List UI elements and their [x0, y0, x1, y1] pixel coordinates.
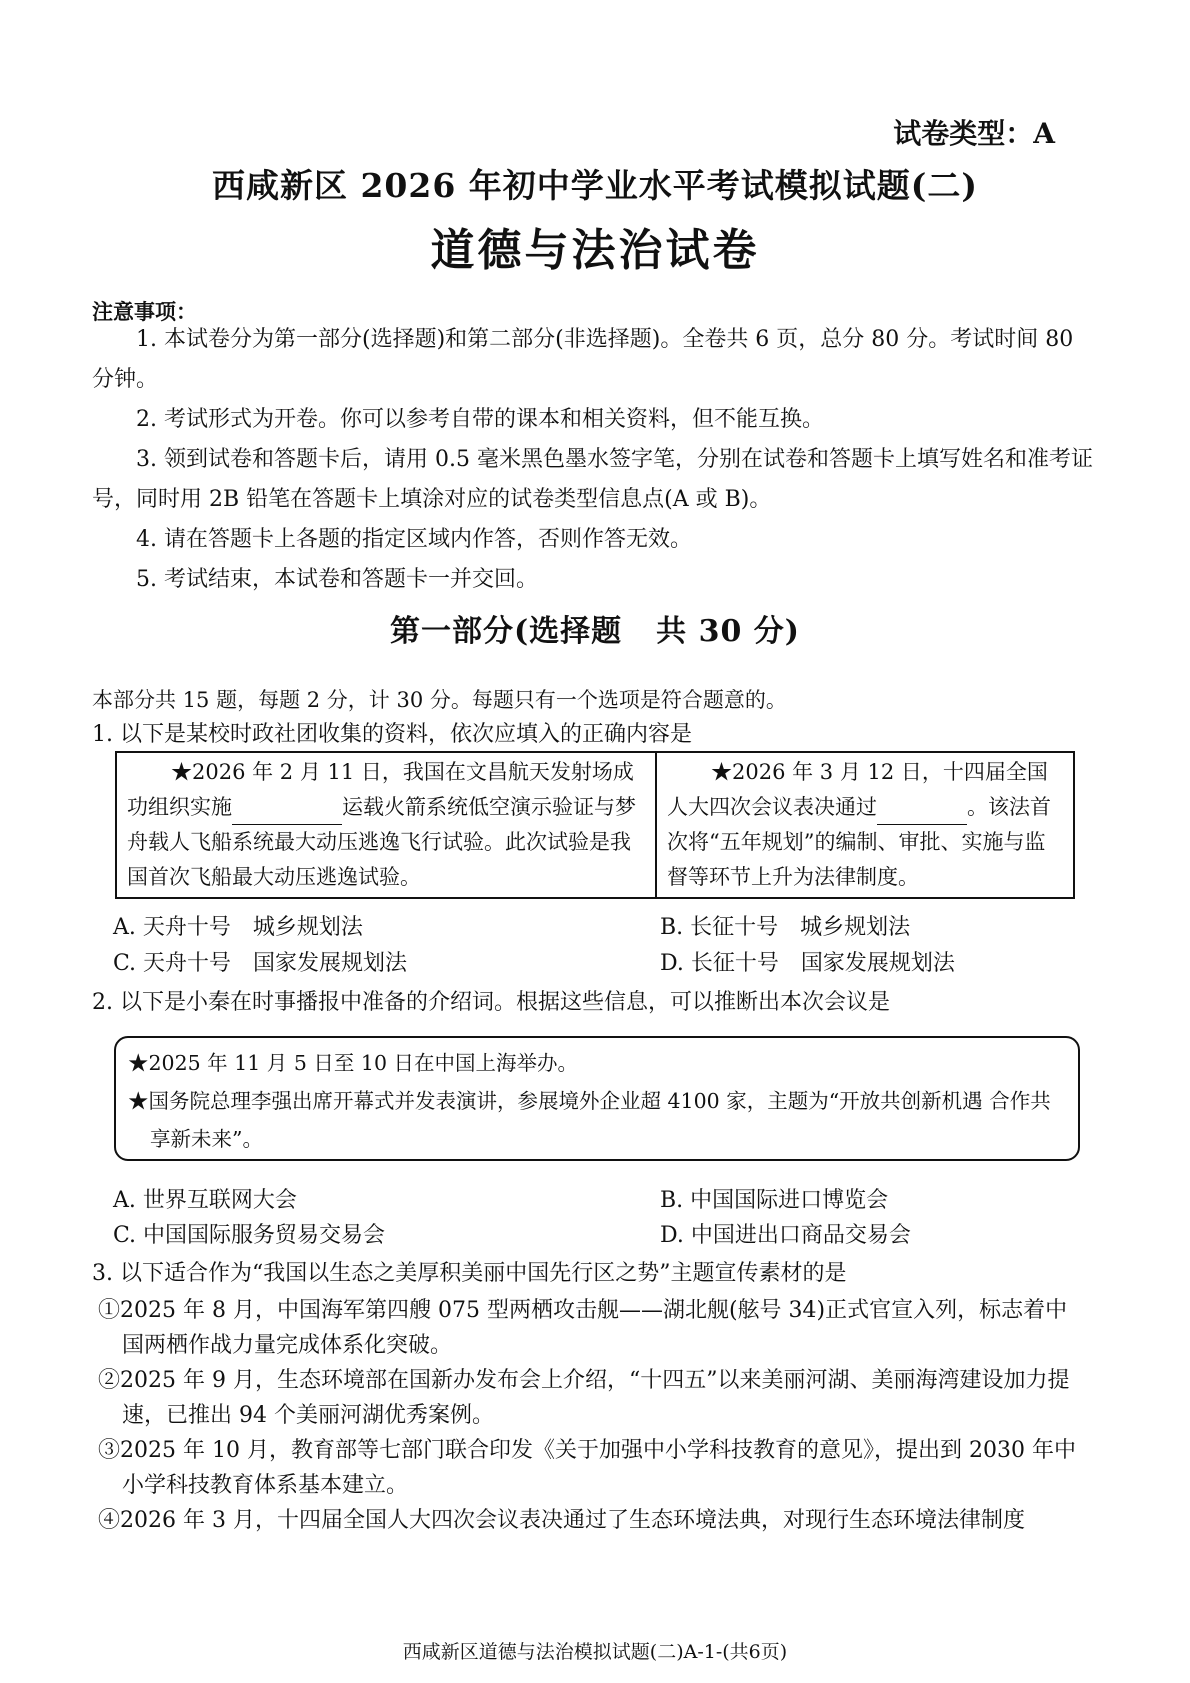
material-left-text-b: 运载火箭系统低空演示验证与梦舟载人飞船系统最大动压逃逸飞行试验。此次试验是我国首次飞船最大动压逃逸试验。 — [127, 795, 636, 889]
question-1-option-b: B. 长征十号 城乡规划法 — [660, 915, 911, 940]
paper-type-label: 试卷类型：A — [893, 117, 1055, 150]
section-title-a: 第一部分(选择题 — [389, 614, 623, 649]
question-1-option-d: D. 长征十号 国家发展规划法 — [660, 951, 955, 976]
material-right-text-b: 。该法首次将“五年规划”的编制、审批、实施与监督等环节上升为法律制度。 — [667, 795, 1051, 889]
material-left-cell — [117, 753, 657, 897]
question-3-stem: 3. 以下适合作为“我国以生态之美厚积美丽中国先行区之势”主题宣传素材的是 — [92, 1261, 847, 1286]
subject-title: 道德与法治试卷 — [430, 225, 760, 276]
question-2-option-a: A. 世界互联网大会 — [113, 1188, 297, 1213]
question-2-option-d: D. 中国进出口商品交易会 — [660, 1223, 911, 1248]
question-2-material-box — [114, 1036, 1080, 1161]
material-line: ★国务院总理李强出席开幕式并发表演讲，参展境外企业超 4100 家，主题为“开放共创新机遇 合作共享新未来”。 — [128, 1089, 1051, 1151]
note-item: 5. 考试结束，本试卷和答题卡一并交回。 — [136, 567, 538, 592]
question-3-item: ④2026 年 3 月，十四届全国人大四次会议表决通过了生态环境法典，对现行生态环境法律制度 — [98, 1508, 1025, 1533]
question-2-stem: 2. 以下是小秦在时事播报中准备的介绍词。根据这些信息，可以推断出本次会议是 — [92, 990, 890, 1015]
note-item: 4. 请在答题卡上各题的指定区域内作答，否则作答无效。 — [136, 527, 692, 552]
note-item: 2. 考试形式为开卷。你可以参考自带的课本和相关资料，但不能互换。 — [136, 407, 824, 432]
exam-title: 西咸新区 2026 年初中学业水平考试模拟试题(二) — [211, 166, 979, 205]
note-item: 1. 本试卷分为第一部分(选择题)和第二部分(非选择题)。全卷共 6 页，总分 80 分。考试时间 80 分钟。 — [92, 327, 1074, 392]
question-1-option-c: C. 天舟十号 国家发展规划法 — [113, 951, 408, 976]
question-1-option-a: A. 天舟十号 城乡规划法 — [113, 915, 363, 940]
material-left-text-a: ★2026 年 2 月 11 日，我国在文昌航天发射场成功组织实施 — [127, 760, 634, 819]
notes-list — [92, 320, 1102, 600]
section-title — [0, 606, 1190, 650]
section-intro: 本部分共 15 题，每题 2 分，计 30 分。每题只有一个选项是符合题意的。 — [92, 688, 787, 712]
question-3-items — [98, 1293, 1088, 1538]
section-title-b: 共 30 分) — [656, 614, 801, 649]
note-item: 3. 领到试卷和答题卡后，请用 0.5 毫米黑色墨水签字笔，分别在试卷和答题卡上填写姓名和准考证号，同时用 2B 铅笔在答题卡上填涂对应的试卷类型信息点(A 或 B)。 — [92, 447, 1093, 512]
question-3-item: ②2025 年 9 月，生态环境部在国新办发布会上介绍，“十四五”以来美丽河湖、美丽海湾建设加力提速，已推出 94 个美丽河湖优秀案例。 — [98, 1368, 1070, 1428]
answer-blank — [232, 798, 342, 825]
notes-heading: 注意事项： — [92, 299, 197, 324]
question-3-item: ①2025 年 8 月，中国海军第四艘 075 型两栖攻击舰——湖北舰(舷号 34)正式官宣入列，标志着中国两栖作战力量完成体系化突破。 — [98, 1298, 1068, 1358]
page-footer: 西咸新区道德与法治模拟试题(二)A-1-(共6页) — [402, 1641, 788, 1663]
question-1-stem: 1. 以下是某校时政社团收集的资料，依次应填入的正确内容是 — [92, 722, 692, 747]
material-right-cell — [657, 753, 1073, 897]
question-2-option-c: C. 中国国际服务贸易交易会 — [113, 1223, 386, 1248]
question-3-item: ③2025 年 10 月，教育部等七部门联合印发《关于加强中小学科技教育的意见》，提出到 2030 年中小学科技教育体系基本建立。 — [98, 1438, 1076, 1498]
answer-blank — [877, 798, 967, 825]
question-2-option-b: B. 中国国际进口博览会 — [660, 1188, 889, 1213]
question-1-material-table — [115, 751, 1075, 899]
material-line: ★2025 年 11 月 5 日至 10 日在中国上海举办。 — [128, 1051, 578, 1075]
material-right-text-a: ★2026 年 3 月 12 日，十四届全国人大四次会议表决通过 — [667, 760, 1048, 819]
